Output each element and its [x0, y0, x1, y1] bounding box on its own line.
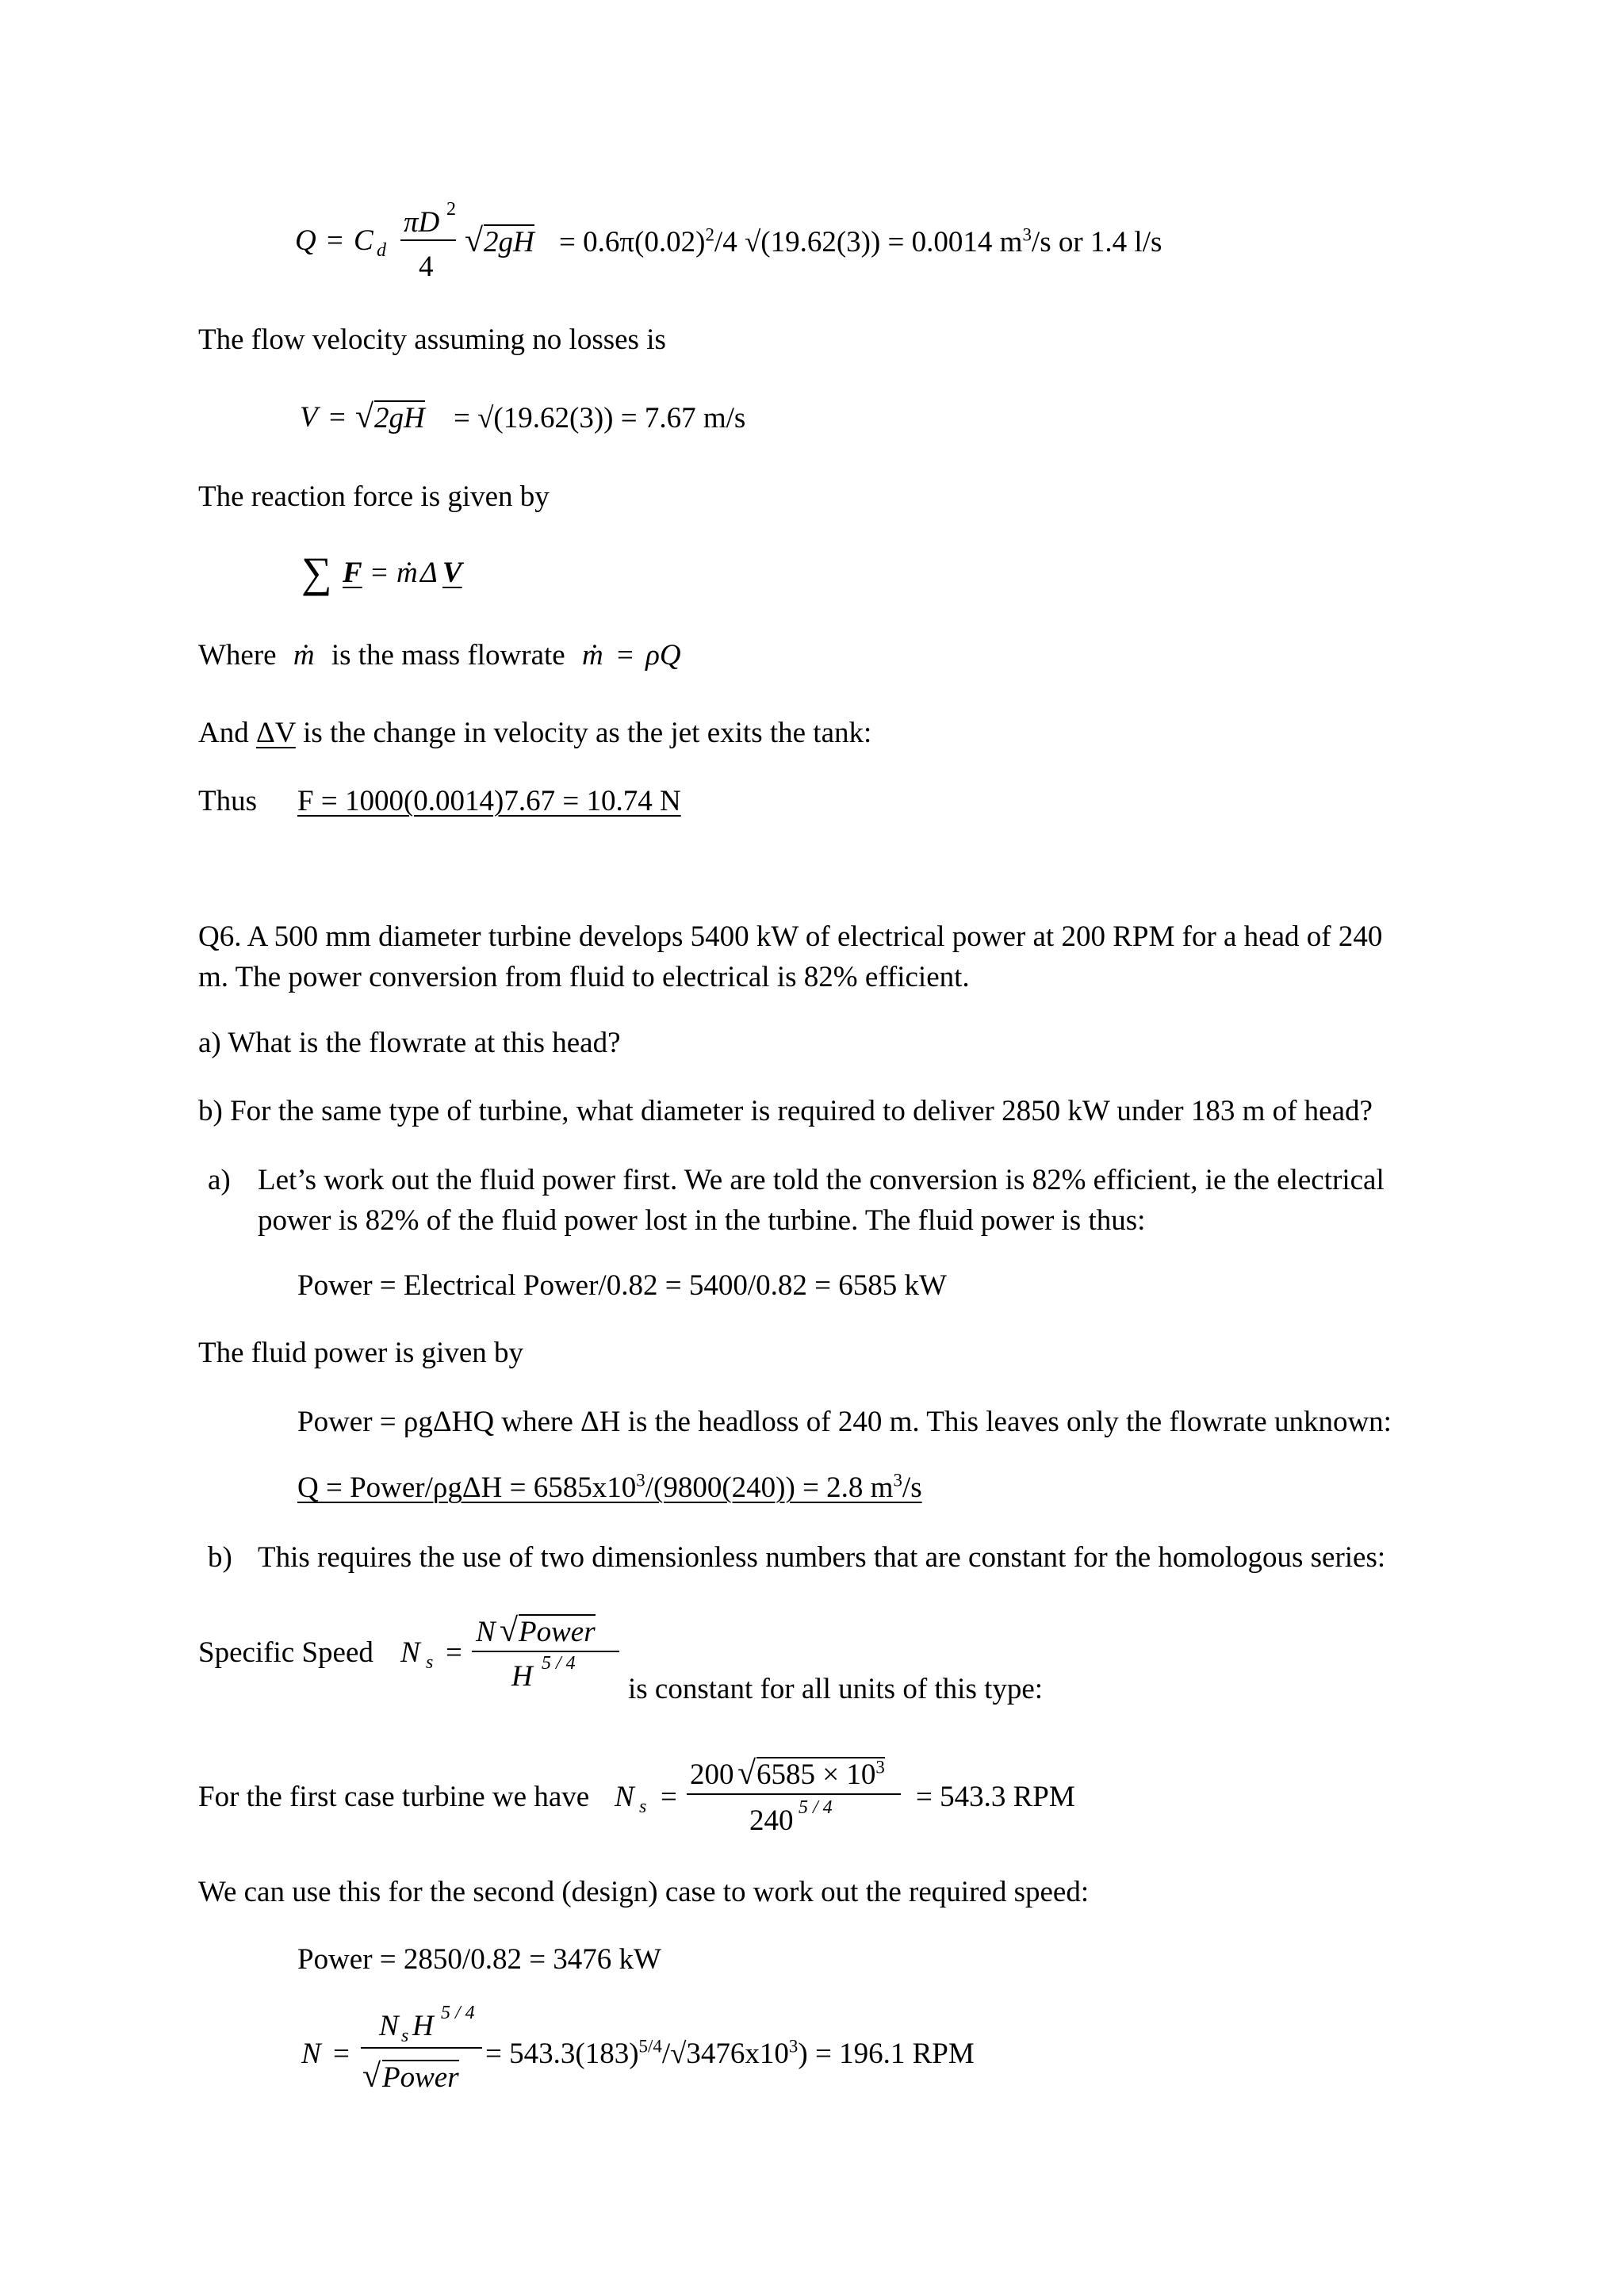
eq-v-symbol: V [300, 401, 318, 434]
eq-ns-symbol: N [400, 1636, 420, 1669]
sqrt-icon: √ [500, 1613, 519, 1649]
eq-velocity-result: = √(19.62(3)) = 7.67 m/s [454, 402, 746, 434]
sqrt-icon: √ [362, 2058, 381, 2095]
eq-numerator-power: Power [519, 1616, 596, 1648]
eq-mass-flow: ṁ [396, 557, 418, 589]
eq-numerator-exponent: 5 / 4 [441, 2003, 475, 2023]
specific-speed-tail: is constant for all units of this type: [628, 1673, 1044, 1705]
eq-sqrt-argument: 2gH [374, 402, 425, 434]
question-6-line-1: Q6. A 500 mm diameter turbine develops 5400 kW of electrical power at 200 RPM for a head of 240 [198, 920, 1383, 953]
eq-numerator-subscript: s [401, 2026, 409, 2046]
eq-velocity-vector: V [442, 557, 462, 589]
paragraph-second-case: We can use this for the second (design) case to work out the required speed: [198, 1876, 1090, 1908]
eq-denominator: 4 [419, 251, 434, 283]
sqrt-icon: √ [737, 1755, 756, 1792]
eq-denominator-exponent: 5 / 4 [542, 1653, 576, 1674]
paragraph-velocity-intro: The flow velocity assuming no losses is [198, 323, 666, 356]
eq-q-symbol: Q [295, 224, 316, 257]
sqrt-icon: √ [465, 223, 484, 259]
eq-ns-symbol: N [615, 1781, 634, 1813]
fraction-bar [361, 2047, 482, 2049]
fraction-bar [472, 1651, 619, 1652]
force-result: F = 1000(0.0014)7.67 = 10.74 N [297, 785, 681, 817]
equation-electrical-power: Power = Electrical Power/0.82 = 5400/0.82 = 6585 kW [297, 1269, 947, 1302]
answer-b-marker: b) [208, 1541, 232, 1574]
equation-flowrate: Q = Power/ρgΔH = $6585x10^3/(9800(240)) = 2.8$ $m^3/s$ [297, 1470, 922, 1504]
fraction-bar [687, 1793, 901, 1795]
eq-equals: = [327, 224, 343, 257]
eq-numerator: πD [404, 206, 440, 239]
thus-label: Thus [198, 785, 257, 817]
paragraph-delta-v: And ΔV is the change in velocity as the jet exits the tank: [198, 717, 872, 749]
eq-equals: = [333, 2038, 350, 2070]
sqrt-icon: √ [355, 399, 374, 435]
eq-ns-subscript: s [426, 1652, 434, 1673]
eq-equals: = [329, 401, 346, 434]
required-speed-result: = $543.3(183)^{5/4}/√3476x10^3) = 196.1$ RPM [485, 2036, 975, 2070]
eq-equals: = [371, 557, 388, 589]
eq-numerator-exponent: 2 [446, 199, 456, 220]
eq-sqrt-argument: 2gH [484, 226, 534, 258]
eq-denominator-240: 240 [749, 1804, 794, 1837]
question-6-line-2: m. The power conversion from fluid to electrical is 82% efficient. [198, 961, 970, 993]
answer-a-marker: a) [208, 1164, 231, 1196]
eq-orifice-result: = $0.6\pi(0.02)^2/4$ √(19.62(3)) = 0.0014 $m^3/s$ or 1.4 l/s [559, 224, 1162, 258]
eq-numerator-h: H [412, 2010, 434, 2042]
eq-n-symbol: N [301, 2038, 321, 2070]
eq-numerator-200: 200 [690, 1758, 734, 1791]
answer-b-text: This requires the use of two dimensionless numbers that are constant for the homologous series: [258, 1541, 1386, 1574]
paragraph-reaction-intro: The reaction force is given by [198, 480, 550, 513]
eq-denominator-power: Power [382, 2061, 459, 2094]
eq-force-vector: F [343, 557, 362, 589]
question-6-part-b: b) For the same type of turbine, what diameter is required to deliver 2850 kW under 183 m of head? [198, 1095, 1373, 1127]
eq-equals: = [661, 1781, 677, 1813]
answer-a-line-2: power is 82% of the fluid power lost in the turbine. The fluid power is thus: [258, 1204, 1146, 1237]
eq-denominator-exponent: 5 / 4 [799, 1797, 833, 1818]
summation-icon: ∑ [301, 549, 332, 596]
paragraph-fluid-power: The fluid power is given by [198, 1337, 523, 1369]
eq-cd-symbol: C [354, 224, 373, 257]
fraction-bar [400, 239, 456, 241]
equation-design-power: Power = 2850/0.82 = 3476 kW [297, 1943, 661, 1976]
eq-cd-subscript: d [377, 240, 386, 261]
first-case-label: For the first case turbine we have [198, 1781, 590, 1813]
specific-speed-result: = 543.3 RPM [916, 1781, 1075, 1813]
eq-numerator-n: N [476, 1616, 496, 1648]
question-6-part-a: a) What is the flowrate at this head? [198, 1027, 621, 1059]
eq-equals: = [446, 1636, 462, 1669]
eq-ns-subscript: s [639, 1797, 647, 1817]
eq-denominator-h: H [511, 1660, 533, 1693]
eq-delta: Δ [420, 557, 438, 589]
equation-fluid-power: Power = ρgΔHQ where ΔH is the headloss of 240 m. This leaves only the flowrate unknown: [297, 1406, 1392, 1438]
eq-numerator-arg: $6585 \times 10^3$ [756, 1757, 885, 1791]
answer-a-line-1: Let’s work out the fluid power first. We are told the conversion is 82% efficient, ie the electrical [258, 1164, 1385, 1196]
specific-speed-label: Specific Speed [198, 1636, 373, 1669]
eq-numerator-n: N [379, 2010, 399, 2042]
paragraph-where: Where ṁ is the mass flowrate ṁ = ρQ [198, 639, 681, 672]
